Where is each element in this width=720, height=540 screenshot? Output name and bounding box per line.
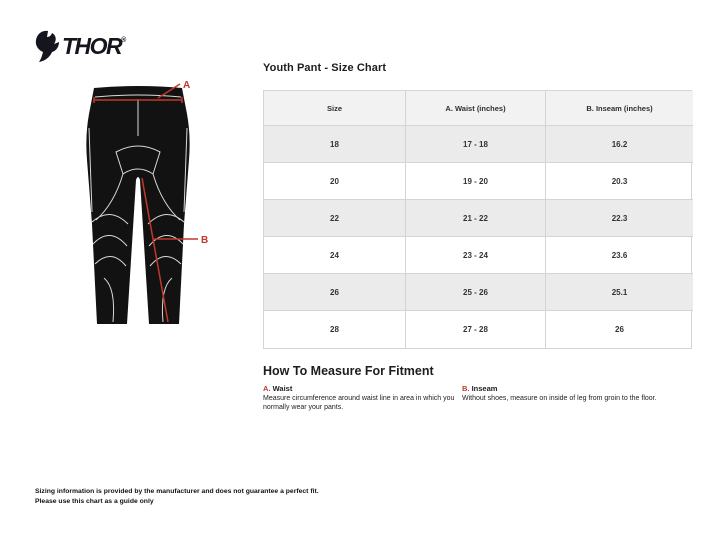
diagram-label-a: A — [183, 80, 191, 91]
fitment-heading: How To Measure For Fitment — [263, 364, 434, 378]
fitment-item-inseam — [462, 384, 697, 403]
page-title: Youth Pant - Size Chart — [263, 62, 387, 74]
table-cell: 17 - 18 — [406, 126, 546, 163]
table-cell: 27 - 28 — [406, 311, 546, 348]
pants-measurement-diagram — [58, 72, 228, 352]
table-cell: 16.2 — [546, 126, 693, 163]
table-cell: 21 - 22 — [406, 200, 546, 237]
fitment-key-b: B. — [462, 384, 470, 393]
table-cell: 19 - 20 — [406, 163, 546, 200]
sizing-disclaimer — [35, 487, 319, 507]
table-cell: 28 — [264, 311, 406, 348]
table-cell: 25.1 — [546, 274, 693, 311]
disclaimer-line-2: Please use this chart as a guide only — [35, 498, 154, 506]
column-header-inseam: B. Inseam (inches) — [546, 91, 693, 126]
disclaimer-line-1: Sizing information is provided by the manufacturer and does not guarantee a perfect fit. — [35, 488, 319, 495]
table-cell: 22 — [264, 200, 406, 237]
column-header-waist: A. Waist (inches) — [406, 91, 546, 126]
table-cell: 23.6 — [546, 237, 693, 274]
table-cell: 26 — [615, 325, 624, 334]
thor-emblem-icon — [36, 31, 59, 62]
fitment-item-waist — [263, 384, 468, 413]
table-cell: 25 - 26 — [406, 274, 546, 311]
table-cell: 23 - 24 — [406, 237, 546, 274]
thor-logo — [34, 28, 164, 64]
fitment-label-text: Waist — [272, 384, 293, 393]
fitment-label-inseam — [462, 384, 697, 393]
fitment-description-inseam: Without shoes, measure on inside of leg from groin to the floor. — [462, 395, 657, 402]
fitment-label-text: Inseam — [471, 384, 498, 393]
fitment-label-waist — [263, 384, 468, 393]
table-cell: 20.3 — [546, 163, 693, 200]
registered-mark: ® — [121, 37, 127, 44]
diagram-label-b: B — [201, 235, 209, 246]
table-cell: 26 — [264, 274, 406, 311]
table-cell: 18 — [264, 126, 406, 163]
table-cell: 24 — [264, 237, 406, 274]
column-header-size: Size — [264, 91, 406, 126]
table-cell: 20 — [264, 163, 406, 200]
size-table — [263, 90, 692, 349]
table-cell: 22.3 — [546, 200, 693, 237]
fitment-key-a: A. — [263, 384, 271, 393]
thor-wordmark: THOR® — [62, 33, 127, 59]
fitment-description-waist: Measure circumference around waist line in area in which you normally wear your pants. — [263, 395, 455, 412]
